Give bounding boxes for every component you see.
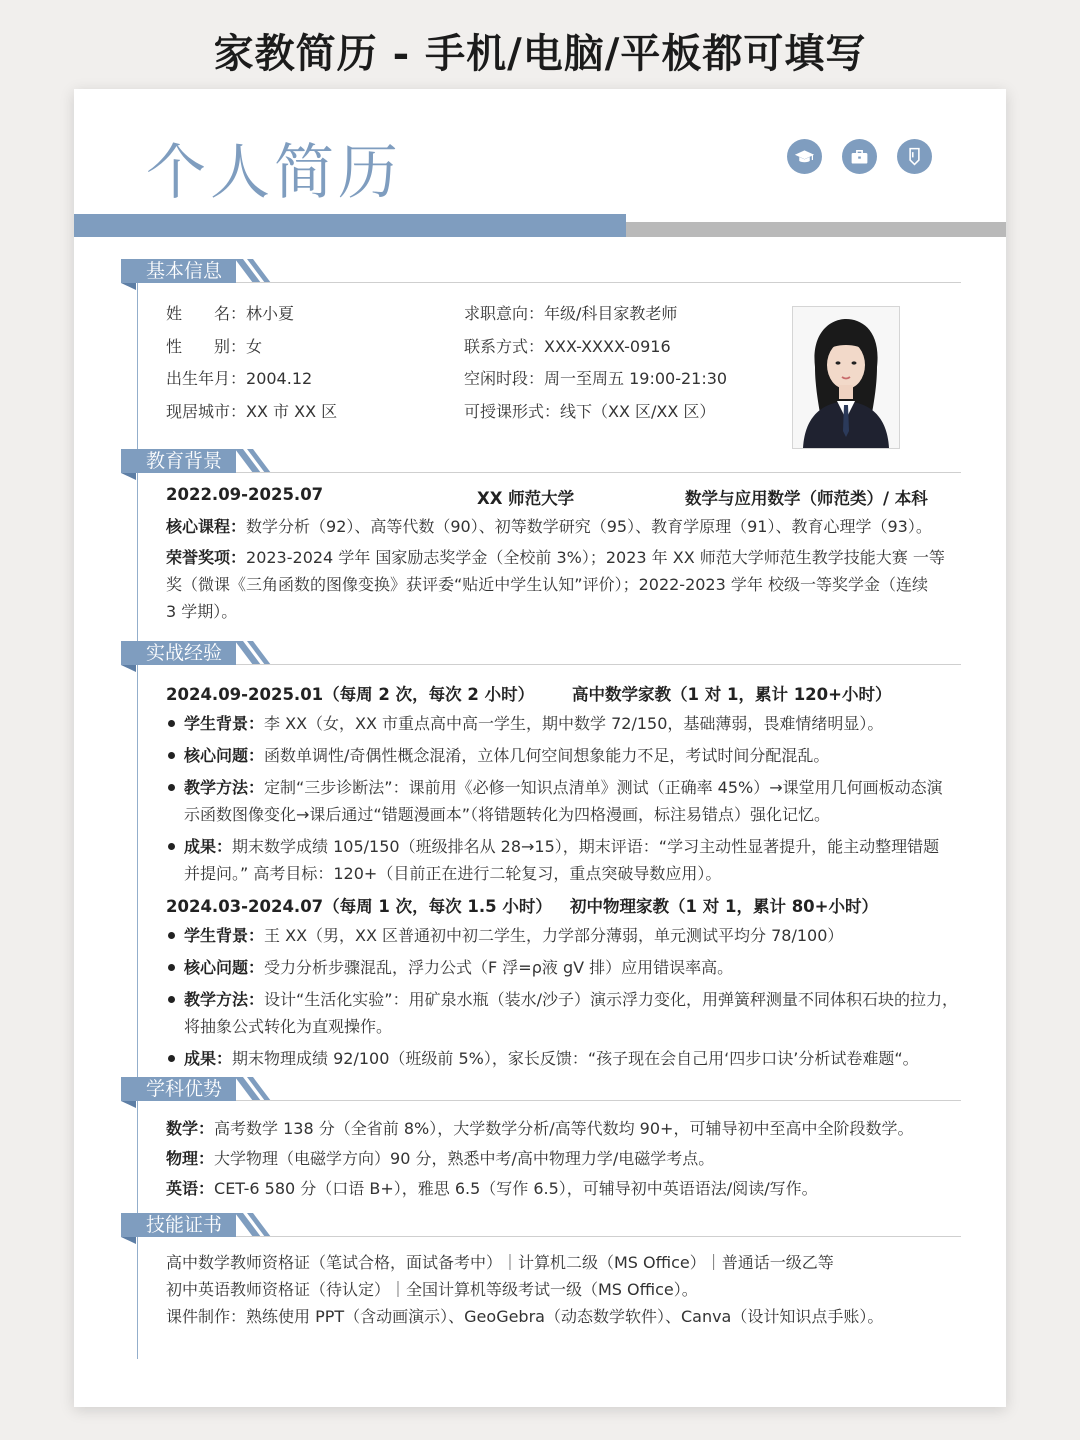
- section-divider: [236, 1100, 961, 1101]
- info-contact: 联系方式：XXX-XXXX-0916: [464, 336, 671, 356]
- section-title: 技能证书: [121, 1213, 236, 1237]
- info-city: 现居城市：XX 市 XX 区: [166, 401, 338, 421]
- section-divider: [236, 472, 961, 473]
- section-title: 教育背景: [121, 449, 236, 473]
- resume-title: 个人简历: [146, 138, 402, 208]
- job-header: [166, 681, 938, 710]
- header-band-gray: [614, 222, 1006, 237]
- info-birth: 出生年月：2004.12: [166, 369, 313, 388]
- info-free-time: 空闲时段：周一至周五 19:00-21:30: [464, 369, 728, 388]
- experience-content: [166, 681, 958, 1072]
- job-bullet: 教学方法：设计“生活化实验”：用矿泉水瓶（装水/沙子）演示浮力变化，用弹簧秤测量不同体积石块的拉力， 将抽象公式转化为直观操作。: [166, 986, 938, 1040]
- stripes-decoration: [235, 259, 275, 283]
- stripes-decoration: [235, 449, 275, 473]
- job-role: 高中数学家教（1 对 1，累计 120+小时）: [572, 685, 892, 704]
- section-title: 实战经验: [121, 641, 236, 665]
- profile-photo: [792, 306, 900, 449]
- education-row: [166, 485, 938, 513]
- banner-title: 家教简历 - 手机/电脑/平板都可填写: [213, 30, 867, 77]
- resume-sheet: [74, 89, 1006, 1407]
- strength-item: 物理：大学物理（电磁学方向）90 分，熟悉中考/高中物理力学/电磁学考点。: [166, 1149, 715, 1168]
- section-header-strengths: [121, 1077, 961, 1107]
- job-bullet: 成果：期末数学成绩 105/150（班级排名从 28→15），期末评语：“学习主动性显著提升，能主动整理错题 并提问。” 高考目标：120+（目前正在进行二轮复习，重点突破导数应用）。: [166, 833, 938, 887]
- skills-content: [166, 1249, 938, 1330]
- section-header-experience: [121, 641, 961, 671]
- stripes-decoration: [235, 1077, 275, 1101]
- job-bullet: 成果：期末物理成绩 92/100（班级前 5%），家长反馈：“孩子现在会自己用‘四步口诀’分析试卷难题“。: [166, 1045, 938, 1072]
- info-intent: 求职意向：年级/科目家教老师: [464, 304, 678, 323]
- education-period: 2022.09-2025.07: [166, 485, 324, 504]
- education-school: XX 师范大学: [477, 489, 575, 508]
- job-bullet: 教学方法：定制“三步诊断法”：课前用《必修一知识点清单》测试（正确率 45%）→课堂用几何画板动态演 示函数图像变化→课后通过“错题漫画本”（将错题转化为四格漫画，标注易错点）强化记忆。: [166, 774, 938, 828]
- info-gender: 性 别：女: [166, 336, 263, 356]
- graduation-cap-icon: [787, 139, 822, 174]
- tag-icon: [897, 139, 932, 174]
- skill-item: 初中英语教师资格证（待认定）｜全国计算机等级考试一级（MS Office）。: [166, 1280, 698, 1299]
- stripes-decoration: [235, 1213, 275, 1237]
- job-bullet: 核心问题：函数单调性/奇偶性概念混淆，立体几何空间想象能力不足，考试时间分配混乱。: [166, 742, 938, 769]
- info-name: 姓 名：林小夏: [166, 304, 295, 323]
- section-header-basic: [121, 259, 961, 289]
- header-band-blue: [74, 214, 626, 237]
- job-role: 初中物理家教（1 对 1，累计 80+小时）: [570, 897, 878, 916]
- education-content: [166, 485, 945, 625]
- job-bullet: 核心问题：受力分析步骤混乱，浮力公式（F 浮=ρ液 gV 排）应用错误率高。: [166, 954, 938, 981]
- section-divider: [236, 1236, 961, 1237]
- section-title: 学科优势: [121, 1077, 236, 1101]
- job-bullet: 学生背景：王 XX（男，XX 区普通初中初二学生，力学部分薄弱，单元测试平均分 78/100）: [166, 922, 938, 949]
- education-courses: 核心课程：数学分析（92）、高等代数（90）、初等数学研究（95）、教育学原理（91）、教育心理学（93）。: [166, 517, 932, 536]
- job-header: [166, 893, 938, 922]
- section-header-education: [121, 449, 961, 479]
- header-icons: [787, 139, 932, 174]
- section-header-skills: [121, 1213, 961, 1243]
- job-period: 2024.03-2024.07（每周 1 次，每次 1.5 小时）: [166, 897, 552, 916]
- info-teaching-mode: 可授课形式：线下（XX 区/XX 区）: [464, 401, 716, 421]
- briefcase-icon: [842, 139, 877, 174]
- education-honors: 荣誉奖项：2023-2024 学年 国家励志奖学金（全校前 3%）；2023 年 XX 师范大学师范生教学技能大赛 一等 奖（微课《三角函数的图像变换》获评委“贴近中学生认知”评价）；2022-2023 学年 校级一等奖学金（连续 3 学期）。: [166, 548, 945, 621]
- section-divider: [236, 664, 961, 665]
- skill-item: 高中数学教师资格证（笔试合格，面试备考中）｜计算机二级（MS Office）｜普通话一级乙等: [166, 1253, 834, 1272]
- strength-item: 英语：CET-6 580 分（口语 B+），雅思 6.5（写作 6.5），可辅导初中英语语法/阅读/写作。: [166, 1179, 818, 1198]
- section-divider: [236, 282, 961, 283]
- strength-item: 数学：高考数学 138 分（全省前 8%），大学数学分析/高等代数均 90+，可辅导初中至高中全阶段数学。: [166, 1119, 914, 1138]
- section-title: 基本信息: [121, 259, 236, 283]
- job-bullet: 学生背景：李 XX（女，XX 市重点高中高一学生，期中数学 72/150，基础薄弱，畏难情绪明显）。: [166, 710, 938, 737]
- strengths-content: [166, 1114, 938, 1204]
- education-major: 数学与应用数学（师范类）/ 本科: [685, 489, 928, 508]
- stripes-decoration: [235, 641, 275, 665]
- skill-item: 课件制作：熟练使用 PPT（含动画演示）、GeoGebra（动态数学软件）、Canva（设计知识点手账）。: [166, 1307, 884, 1326]
- timeline-line: [137, 271, 138, 1359]
- job-period: 2024.09-2025.01（每周 2 次，每次 2 小时）: [166, 685, 535, 704]
- basic-info: [166, 301, 766, 431]
